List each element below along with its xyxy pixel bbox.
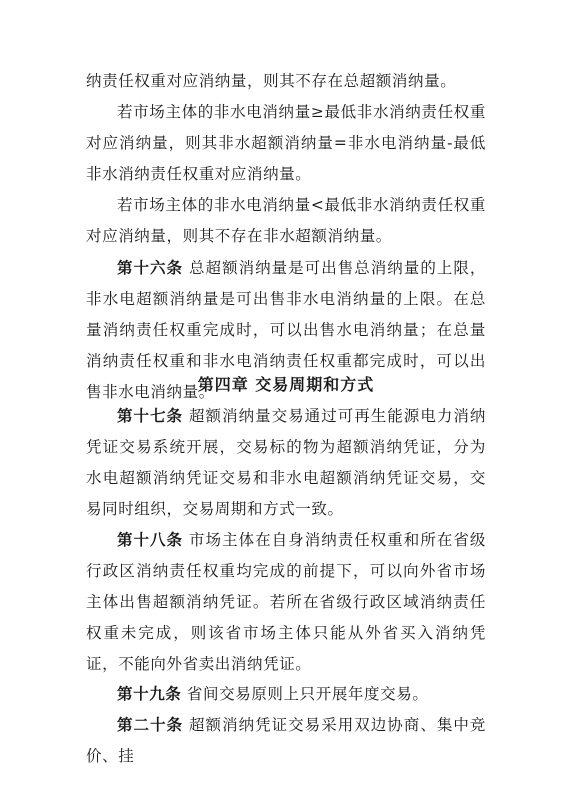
article-19-label: 第十九条 bbox=[117, 684, 182, 703]
article-16-text: 总超额消纳量是可出售总消纳量的上限，非水电超额消纳量是可出售非水电消纳量的上限。在总量消纳责任权重完成时，可以出售水电消纳量；在总量消纳责任权重和非水电消纳责任权重都完成时，可以出售非水电消纳量。 bbox=[86, 259, 486, 401]
paragraph-non-hydro-excess bbox=[86, 97, 486, 190]
article-17 bbox=[86, 400, 486, 525]
article-20 bbox=[86, 709, 486, 772]
article-18-label: 第十八条 bbox=[117, 530, 184, 549]
article-17-text: 超额消纳量交易通过可再生能源电力消纳凭证交易系统开展，交易标的物为超额消纳凭证，分为水电超额消纳凭证交易和非水电超额消纳凭证交易，交易同时组织，交易周期和方式一致。 bbox=[86, 407, 486, 518]
paragraph-no-non-hydro-excess bbox=[86, 190, 486, 252]
article-18 bbox=[86, 524, 486, 680]
article-20-text: 超额消纳凭证交易采用双边协商、集中竞价、挂 bbox=[86, 716, 486, 765]
article-19 bbox=[86, 678, 486, 710]
article-18-text: 市场主体在自身消纳责任权重和所在省级行政区消纳责任权重均完成的前提下，可以向外省市场主体出售超额消纳凭证。若所在省级行政区域消纳责任权重未完成，则该省市场主体只能从外省买入消纳凭证，不能向外省卖出消纳凭证。 bbox=[86, 531, 486, 673]
paragraph-continuation bbox=[86, 66, 486, 97]
article-20-label: 第二十条 bbox=[117, 715, 184, 734]
chapter-4-heading: 第四章 交易周期和方式 bbox=[197, 375, 375, 394]
article-19-text: 省间交易原则上只开展年度交易。 bbox=[181, 685, 429, 703]
article-16-label: 第十六条 bbox=[117, 258, 184, 277]
paragraph-text: 若市场主体的非水电消纳量<最低非水消纳责任权重对应消纳量，则其不存在非水超额消纳量。 bbox=[86, 196, 486, 245]
paragraph-text: 若市场主体的非水电消纳量≥最低非水消纳责任权重对应消纳量，则其非水超额消纳量=非水电消纳量-最低非水消纳责任权重对应消纳量。 bbox=[86, 103, 486, 183]
article-17-label: 第十七条 bbox=[117, 406, 184, 425]
paragraph-text: 纳责任权重对应消纳量，则其不存在总超额消纳量。 bbox=[86, 72, 457, 90]
